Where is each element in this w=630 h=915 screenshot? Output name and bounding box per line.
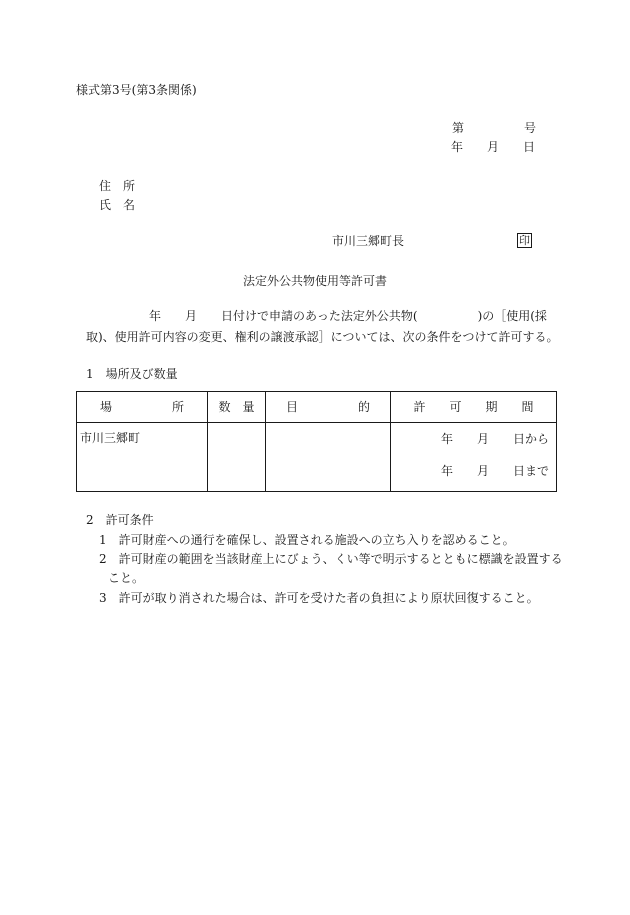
condition-1: 1 許可財産への通行を確保し、設置される施設への立ち入りを認めること。 — [99, 533, 515, 547]
cell-location: 市川三郷町 — [77, 423, 208, 491]
location-quantity-table — [76, 391, 557, 492]
issue-date: 年 月 日 — [451, 140, 536, 154]
cell-permit-period — [391, 423, 556, 491]
section2-heading: 2 許可条件 — [86, 513, 154, 527]
period-to: 年 月 日まで — [440, 464, 549, 478]
header-purpose: 目 的 — [266, 392, 391, 423]
header-permit-period: 許 可 期 間 — [391, 392, 556, 423]
document-title: 法定外公共物使用等許可書 — [242, 274, 387, 288]
cell-quantity — [208, 423, 266, 491]
issuer-title: 市川三郷町長 — [332, 234, 405, 248]
condition-3: 3 許可が取り消された場合は、許可を受けた者の負担により原状回復すること。 — [99, 591, 539, 605]
form-number: 様式第3号(第3条関係) — [76, 83, 197, 97]
document-number: 第 号 — [452, 121, 537, 135]
header-location: 場 所 — [77, 392, 208, 423]
body-line-1: 年 月 日付けで申請のあった法定外公共物( )の［使用(採 — [149, 309, 547, 323]
cell-purpose — [266, 423, 391, 491]
recipient-name-label: 氏 名 — [99, 198, 136, 212]
condition-2-continuation: こと。 — [108, 571, 145, 585]
section1-heading: 1 場所及び数量 — [86, 367, 178, 381]
body-line-2: 取)、使用許可内容の変更、権利の譲渡承認］については、次の条件をつけて許可する。 — [86, 330, 559, 344]
recipient-address-label: 住 所 — [99, 179, 136, 193]
seal-icon: 印 — [519, 234, 530, 247]
period-from: 年 月 日から — [440, 432, 549, 446]
condition-2: 2 許可財産の範囲を当該財産上にびょう、くい等で明示するとともに標識を設置する — [99, 552, 563, 566]
header-quantity: 数 量 — [208, 392, 266, 423]
